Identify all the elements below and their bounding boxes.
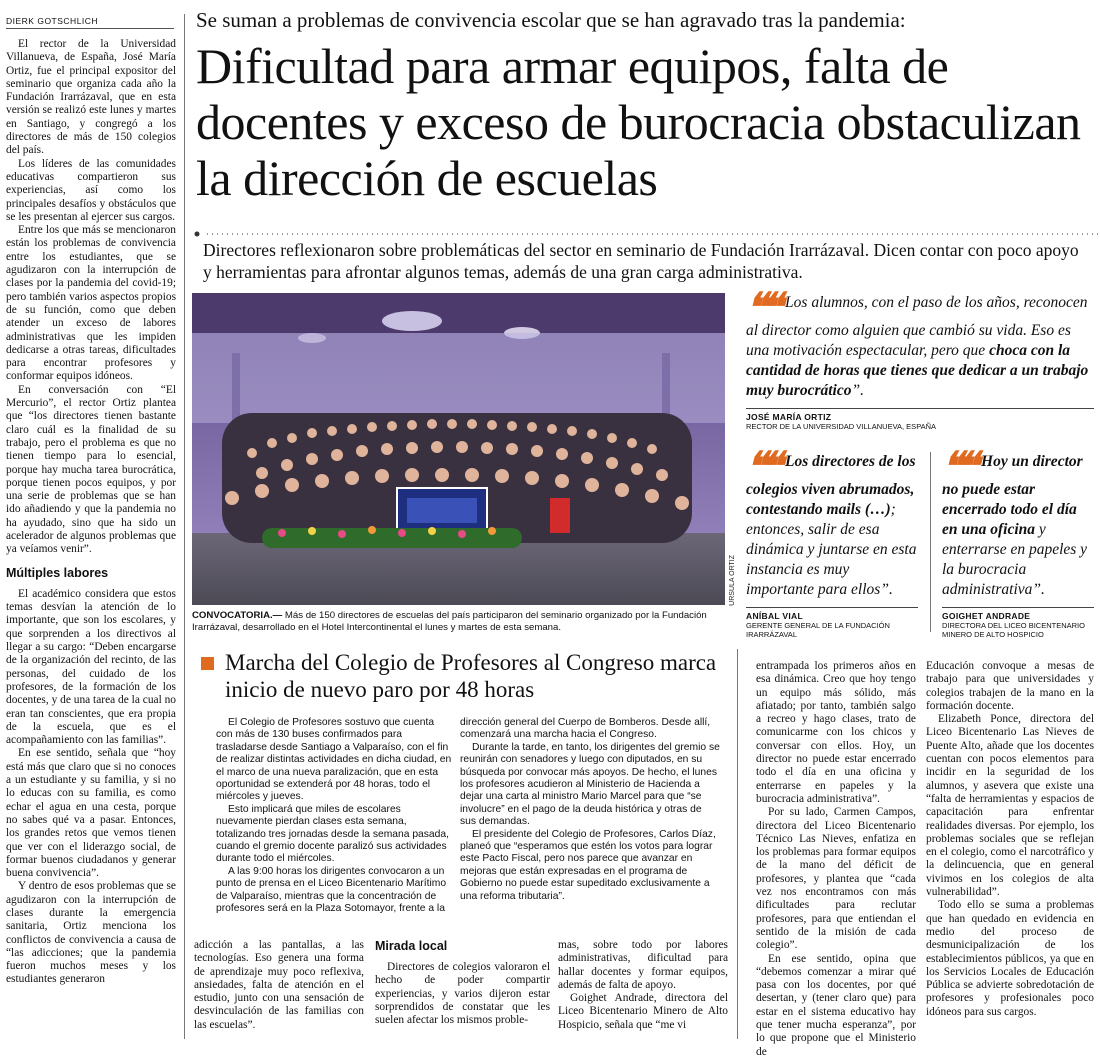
paragraph: En conversación con “El Mercurio”, el rector Ortiz plantea que “los directores tienen bastante claro cuál es la finalidad de su trabajo, pero el problema es que no tienen tiempo para lo esencial, porque hay mucha tarea burocrática, porque tienen pocos equipos, y por una serie de problemas que se han ido añadiendo y que la pandemia no ha ayudado, sino que ha sido un acelerador de algunos problemas que ya veíamos venir”. — [6, 383, 176, 556]
quote-name: ANÍBAL VIAL — [746, 607, 918, 621]
right-lower-column-1 — [756, 660, 916, 1059]
dot-separator — [193, 225, 1098, 233]
secondary-headline: Marcha del Colegio de Profesores al Congreso marca inicio de nuevo paro por 48 horas — [225, 650, 717, 702]
paragraph: Elizabeth Ponce, directora del Liceo Bicentenario Las Nieves de Puente Alto, añade que los docentes cuentan con pocos elementos para incidir en la seguridad de los alumnos, y asevera que existe una “falta de herramientas y espacios de capacitación para enfrentar realidades diversas. Por ejemplo, los problemas sociales que se reflejan en el colegio, como el narcotráfico y la delincuencia, que en general vivimos en los colegios de alta vulnerabilidad”. — [926, 713, 1094, 899]
pull-quote-andrade — [942, 444, 1094, 600]
quote-text: Los alumnos, con el paso de los años, reconocen al director como alguien que cambió su vida. Eso es una motivación espectacular, pero que — [746, 294, 1088, 359]
paragraph: El rector de la Universidad Villanueva, de España, José María Ortiz, fue el principal expositor del seminario que organiza cada año la Fundación Irarrázaval, que en esta versión se realizó este lunes y martes en Santiago, y congregó a los directores de más de 150 colegios del país. — [6, 38, 176, 157]
pull-quote-ortiz — [746, 285, 1094, 401]
photo-caption — [192, 610, 727, 634]
secondary-column-2 — [460, 717, 720, 903]
event-photo — [192, 293, 736, 606]
paragraph: En ese sentido, opina que “debemos comenzar a mirar qué pasa con los docentes, por qué desertan, y (tener claro que) para estar en el sistema educativo hay que tener mucha esperanza”, por lo que propone que el Ministerio de — [756, 952, 916, 1058]
bottom-column-3 — [558, 939, 728, 1032]
bottom-column-2 — [375, 939, 550, 1027]
paragraph: El presidente del Colegio de Profesores, Carlos Díaz, planeó que “esperamos que estén los votos para lograr este Pacto Fiscal, pero nos parece que avanzar en mejoras que están expresadas en el programa de Gobierno no puede estar supeditado exclusivamente a una reforma tributaria”. — [460, 828, 716, 902]
pull-quote-vial — [746, 444, 918, 600]
quote-text: ; entonces, salir de esa dinámica y juntarse en esta instancia es muy importante para ellos — [746, 501, 917, 598]
quote-emphasis: choca con la cantidad de horas que tienes que dedicar a un trabajo muy burocrático — [746, 342, 1089, 399]
paragraph: dirección general del Cuerpo de Bomberos. Desde allí, comenzará una marcha hacia el Congreso. — [460, 717, 711, 741]
caption-text: Más de 150 directores de escuelas del país participaron del seminario organizado por la Fundación Irarrázaval, desarrollado en el Hotel Intercontinental el lunes y martes de esta semana. — [192, 610, 707, 633]
subhead-multiples-labores: Múltiples labores — [6, 565, 109, 580]
left-article-column — [6, 38, 176, 987]
quote-divider — [930, 452, 931, 632]
paragraph: Durante la tarde, en tanto, los dirigentes del gremio se reunirán con senadores y luego con diputados, en su búsqueda por convocar más apoyos. De hecho, el lunes los profesores acudieron al Ministerio de Hacienda a dejar una carta al ministro Mario Marcel para que “se involucre” en el pago de la deuda histórica y otras de sus demandas. — [460, 741, 720, 828]
paragraph: El académico considera que estos temas desvían la atención de lo importante, que son los escolares, y que sorprenden a los directivos al llegar a su cargo: “Deben encargarse de la organización del recinto, de las personas, del cuidado de los profesores, de la formación de los docentes, y de una tarea de la cual no eran tan conscientes, que era propia de la escuela, que es el acompañamiento con las familias”. — [6, 587, 176, 747]
quote-mark-icon: ❝❝ — [746, 285, 778, 330]
quote-emphasis: Hoy un director no puede estar encerrado todo el día en una oficina — [942, 453, 1083, 538]
right-lower-column-2 — [926, 660, 1094, 1019]
subhead-mirada-local: Mirada local — [375, 939, 448, 953]
paragraph: Todo ello se suma a problemas que han quedado en evidencia en medio del proceso de desmunicipalización de los establecimientos públicos, ya que en los Servicios Locales de Educación Pública se advierte sobredotación de profesores y profesionales poco idóneos para sus cargos. — [926, 899, 1094, 1018]
paragraph: entrampada los primeros años en esa dinámica. Creo que hoy tengo un equipo más sólido, más afiatado; por tanto, también salgo a recreo y hago clases, trato de comunicarme con los chicos y conversar con ellos. Hoy, un director no puede estar encerrado todo el día en una oficina y enterrarse en papeles y la burocracia administrativa”. — [756, 660, 916, 805]
paragraph: Los líderes de las comunidades educativas compartieron sus experiencias, así como los principales desafíos y obstáculos que se les presentan al ejercer sus cargos. — [6, 157, 176, 223]
quote-attribution-vial — [746, 607, 918, 639]
quote-role: DIRECTORA DEL LICEO BICENTENARIO MINERO DE ALTO HOSPICIO — [942, 621, 1085, 639]
quote-attribution-ortiz — [746, 408, 1094, 431]
quote-emphasis: Los directores de los colegios viven abrumados, contestando mails (…) — [746, 453, 916, 518]
paragraph: Y dentro de esos problemas que se agudizaron con la interrupción de clases durante la emergencia sanitaria, Ortiz menciona los conflictos de convivencia a causa de “las adicciones; que la pandemia fueron muchos meses y los estudiantes generaron — [6, 880, 176, 986]
kicker: Se suman a problemas de convivencia escolar que se han agravado tras la pandemia: — [196, 8, 906, 32]
quote-mark-icon: ❝❝ — [942, 444, 974, 489]
column-divider — [737, 649, 738, 1039]
paragraph: Goighet Andrade, directora del Liceo Bicentenario Minero de Alto Hospicio, señala que “me vi — [558, 992, 728, 1031]
paragraph: Directores de colegios valoraron el hecho de poder compartir experiencias, y varios dijeron estar sorprendidos de constatar que les suelen afectar los mismos proble- — [375, 961, 550, 1027]
bottom-column-1 — [194, 939, 364, 1032]
paragraph: Por su lado, Carmen Campos, directora del Liceo Bicentenario Técnico Las Nieves, enfatiza en los problemas para formar equipos de la mano del déficit de profesores, y plantea que “cada vez nos encontramos con más dificultades para reclutar profesores, para que entiendan el sentido de la misión de cada colegio”. — [756, 806, 916, 952]
paragraph: Esto implicará que miles de escolares nuevamente pierdan clases esta semana, totalizando tres jornadas desde la semana pasada, cuando el gremio docente paralizó sus actividades durante todo el miércoles. — [216, 803, 449, 865]
paragraph: A las 9:00 horas los dirigentes convocaron a un punto de prensa en el Liceo Bicentenario Marítimo de Valparaíso, mientras que la concentración de profesores será en la Plaza Sotomayor, frente a la — [216, 865, 447, 915]
byline: DIERK GOTSCHLICH — [6, 16, 174, 29]
secondary-column-1 — [216, 717, 452, 916]
headline: Dificultad para armar equipos, falta de docentes y exceso de burocracia obstaculizan la dirección de escuelas — [196, 38, 1081, 206]
column-divider — [184, 14, 185, 1039]
section-square-icon — [201, 657, 214, 670]
quote-attribution-andrade — [942, 607, 1094, 639]
deck: Directores reflexionaron sobre problemáticas del sector en seminario de Fundación Irarrázaval. Dicen contar con poco apoyo y herramientas para afrontar algunos temas, además de una gran carga administrativa. — [203, 240, 1079, 282]
photo-credit: URSULA ORTIZ — [729, 555, 736, 606]
paragraph: adicción a las pantallas, a las tecnologías. Eso genera una forma de aprendizaje muy poco reflexiva, ansiedades, falta de atención en el estudio, junto con una sensación de desvinculación de las familias con las escuelas”. — [194, 939, 364, 1031]
paragraph: Educación convoque a mesas de trabajo para que universidades y colegios trabajen de la mano en la formación docente. — [926, 660, 1094, 712]
paragraph: mas, sobre todo por labores administrativas, dificultad para hallar docentes y formar equipos, además de falta de apoyo. — [558, 939, 728, 991]
quote-name: GOIGHET ANDRADE — [942, 607, 1094, 621]
quote-mark-icon: ❝❝ — [746, 444, 778, 489]
paragraph: El Colegio de Profesores sostuvo que cuenta con más de 130 buses confirmados para trasladarse desde Santiago a Valparaíso, con el fin de realizar distintas actividades en dicha ciudad, en el marco de una nueva paralización, que en esta oportunidad se extenderá por 48 horas, todo el miércoles y jueves. — [216, 717, 452, 803]
paragraph: En ese sentido, señala que “hoy está más que claro que si no conoces a un estudiante y su familia, y si no lo educas con su familia, es como echar el agua en una cesta, porque no sabes qué va a pasar. Entonces, los grandes retos que vemos tienen que ver con el liderazgo social, de formar buenos ciudadanos y generar buena convivencia”. — [6, 747, 176, 880]
quote-role: RECTOR DE LA UNIVERSIDAD VILLANUEVA, ESPAÑA — [746, 422, 937, 431]
quote-name: JOSÉ MARÍA ORTIZ — [746, 408, 1094, 422]
quote-end: ”. — [851, 382, 864, 399]
quote-end: ”. — [880, 581, 893, 598]
caption-lead: CONVOCATORIA.— — [192, 610, 283, 621]
paragraph: Entre los que más se mencionaron están los problemas de convivencia entre los estudiantes, que se agudizaron con la interrupción de clases por la pandemia del covid-19; pero también varios aspectos propios de su función, como que deben atender un exceso de labores administrativas que les impiden dedicarse a otras tareas, dificultades para encontrar profesores y conformar equipos idóneos. — [6, 224, 176, 383]
quote-role: GERENTE GENERAL DE LA FUNDACIÓN IRARRÁZAVAL — [746, 621, 890, 639]
quote-end: ”. — [1032, 581, 1045, 598]
quote-text: y enterrarse en papeles y la burocracia administrativa — [942, 521, 1088, 598]
